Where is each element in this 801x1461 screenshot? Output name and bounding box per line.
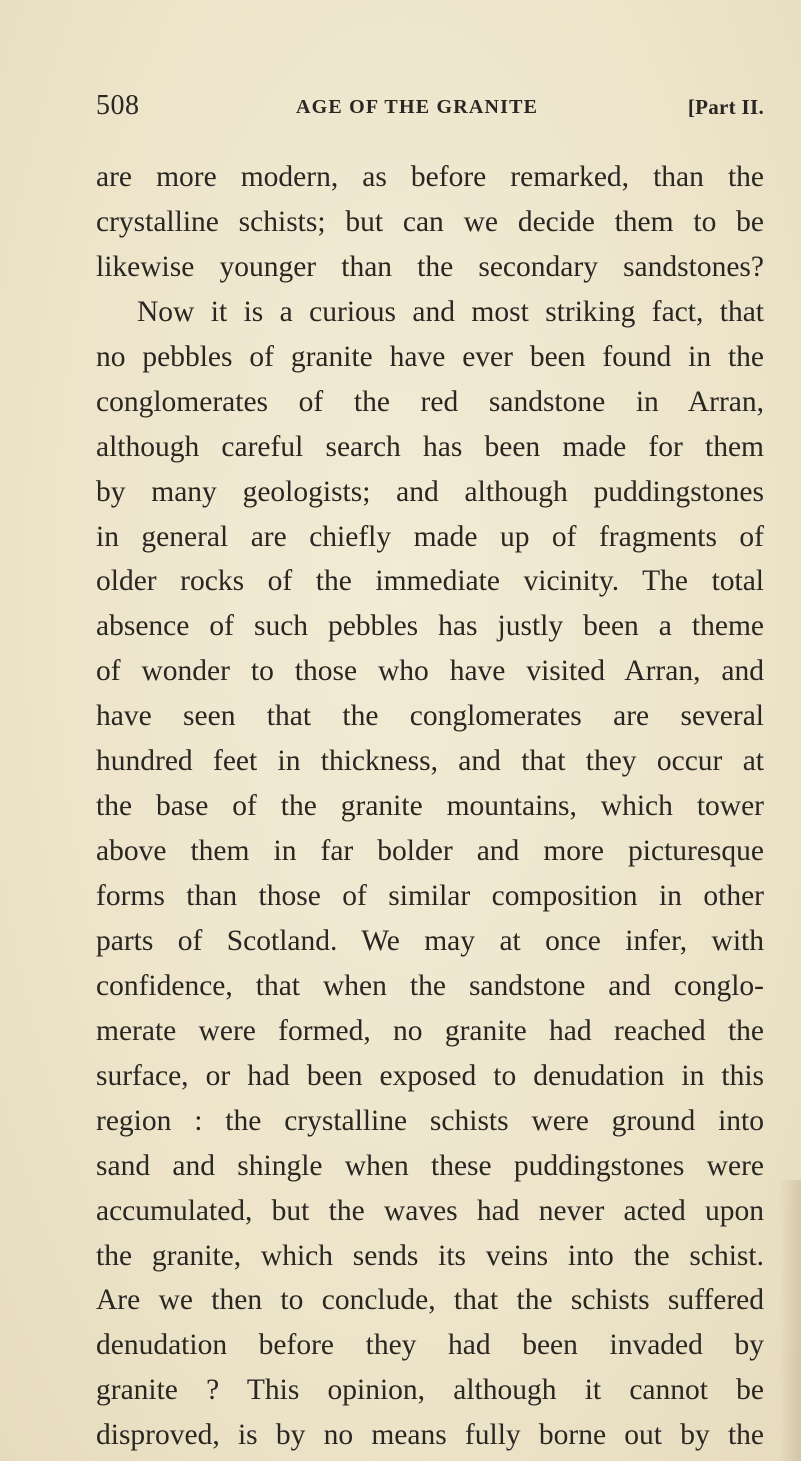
text-line: sand and shingle when these puddingstones were xyxy=(96,1149,764,1182)
page-number: 508 xyxy=(96,90,140,121)
running-head xyxy=(96,88,764,124)
text-line: no pebbles of granite have ever been found in the xyxy=(96,340,764,373)
page-edge-shadow xyxy=(779,1180,801,1461)
text-line: older rocks of the immediate vicinity. The total xyxy=(96,565,764,598)
text-line: above them in far bolder and more picturesque xyxy=(96,835,764,868)
text-line: granite ? This opinion, although it cannot be xyxy=(96,1374,764,1407)
text-line: disproved, is by no means fully borne out by the xyxy=(96,1419,764,1452)
text-line: the granite, which sends its veins into the schist. xyxy=(96,1239,764,1272)
text-line: are more modern, as before remarked, than the xyxy=(96,161,764,193)
text-line: merate were formed, no granite had reached the xyxy=(96,1014,764,1047)
text-line: accumulated, but the waves had never acted upon xyxy=(96,1194,764,1227)
text-line: in general are chiefly made up of fragments of xyxy=(96,520,764,553)
text-line: the base of the granite mountains, which tower xyxy=(96,790,764,823)
text-line: region : the crystalline schists were ground into xyxy=(96,1104,764,1137)
text-line: forms than those of similar composition in other xyxy=(96,880,764,912)
text-line: conglomerates of the red sandstone in Arran, xyxy=(96,385,764,418)
text-line: denudation before they had been invaded by xyxy=(96,1329,764,1362)
text-line: crystalline schists; but can we decide them to be xyxy=(96,205,764,238)
text-line: parts of Scotland. We may at once infer, with xyxy=(96,924,764,957)
text-line: of wonder to those who have visited Arran, and xyxy=(96,655,764,688)
text-line: absence of such pebbles has justly been a theme xyxy=(96,610,764,643)
text-line: Now it is a curious and most striking fact, that xyxy=(137,295,764,328)
part-label: [Part II. xyxy=(687,95,764,119)
running-title: AGE OF THE GRANITE xyxy=(296,96,539,118)
text-line: although careful search has been made for them xyxy=(96,430,764,463)
text-line: hundred feet in thickness, and that they occur at xyxy=(96,745,764,778)
text-line: likewise younger than the secondary sandstones? xyxy=(96,250,764,283)
text-line: confidence, that when the sandstone and conglo- xyxy=(96,969,764,1002)
text-line: have seen that the conglomerates are several xyxy=(96,700,764,733)
text-line: by many geologists; and although puddingstones xyxy=(96,475,764,508)
text-line: Are we then to conclude, that the schists suffered xyxy=(96,1284,764,1317)
text-line: surface, or had been exposed to denudation in this xyxy=(96,1059,764,1092)
body-text xyxy=(96,155,764,1458)
